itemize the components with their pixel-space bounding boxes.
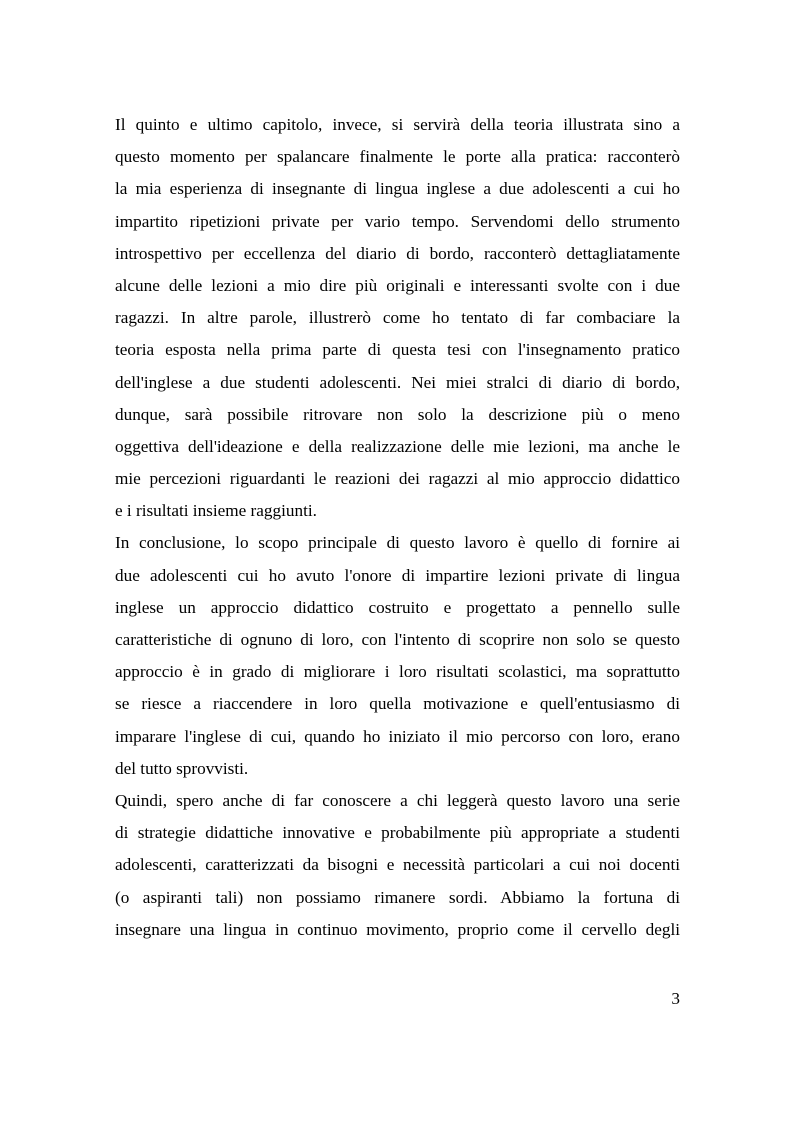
paragraph-conclusion [115, 527, 680, 785]
text-line: Il quinto e ultimo capitolo, invece, si servirà della teoria illustrata sino a [115, 115, 680, 134]
text-line: alcune delle lezioni a mio dire più originali e interessanti svolte con i due [115, 275, 680, 295]
text-line: approccio è in grado di migliorare i loro risultati scolastici, ma soprattutto [115, 662, 680, 682]
page-number: 3 [671, 989, 680, 1008]
text-line: ragazzi. In altre parole, illustrerò come ho tentato di far combaciare la [115, 308, 680, 328]
body-text [115, 109, 680, 946]
text-line: (o aspiranti tali) non possiamo rimanere sordi. Abbiamo la fortuna di [115, 887, 680, 907]
text-line: adolescenti, caratterizzati da bisogni e necessità particolari a cui noi docenti [115, 855, 680, 875]
text-line: introspettivo per eccellenza del diario di bordo, racconterò dettagliatamente [115, 243, 680, 263]
text-line: di strategie didattiche innovative e probabilmente più appropriate a studenti [115, 823, 680, 843]
text-line: e i risultati insieme raggiunti. [115, 501, 317, 521]
text-line: del tutto sprovvisti. [115, 758, 249, 778]
text-line: impartito ripetizioni private per vario tempo. Servendomi dello strumento [115, 211, 680, 231]
text-line: teoria esposta nella prima parte di questa tesi con l'insegnamento pratico [115, 340, 680, 360]
text-line: dunque, sarà possibile ritrovare non solo la descrizione più o meno [115, 404, 680, 424]
text-line: insegnare una lingua in continuo movimento, proprio come il cervello degli [115, 919, 680, 939]
text-line: Quindi, spero anche di far conoscere a chi leggerà questo lavoro una serie [115, 790, 680, 810]
text-line: caratteristiche di ognuno di loro, con l'intento di scoprire non solo se questo [115, 630, 680, 649]
paragraph-chapter-five [115, 109, 680, 527]
text-line: la mia esperienza di insegnante di lingua inglese a due adolescenti a cui ho [115, 179, 680, 199]
text-line: imparare l'inglese di cui, quando ho iniziato il mio percorso con loro, erano [115, 726, 680, 746]
text-line: due adolescenti cui ho avuto l'onore di impartire lezioni private di lingua [115, 565, 680, 585]
text-line: questo momento per spalancare finalmente le porte alla pratica: racconterò [115, 147, 680, 167]
text-line: inglese un approccio didattico costruito e progettato a pennello sulle [115, 597, 680, 617]
text-line: mie percezioni riguardanti le reazioni dei ragazzi al mio approccio didattico [115, 469, 680, 489]
text-line: In conclusione, lo scopo principale di questo lavoro è quello di fornire ai [115, 533, 680, 553]
text-line: se riesce a riaccendere in loro quella motivazione e quell'entusiasmo di [115, 694, 680, 714]
text-line: oggettiva dell'ideazione e della realizzazione delle mie lezioni, ma anche le [115, 436, 680, 456]
paragraph-strategies [115, 785, 680, 946]
text-line: dell'inglese a due studenti adolescenti. Nei miei stralci di diario di bordo, [115, 372, 680, 392]
